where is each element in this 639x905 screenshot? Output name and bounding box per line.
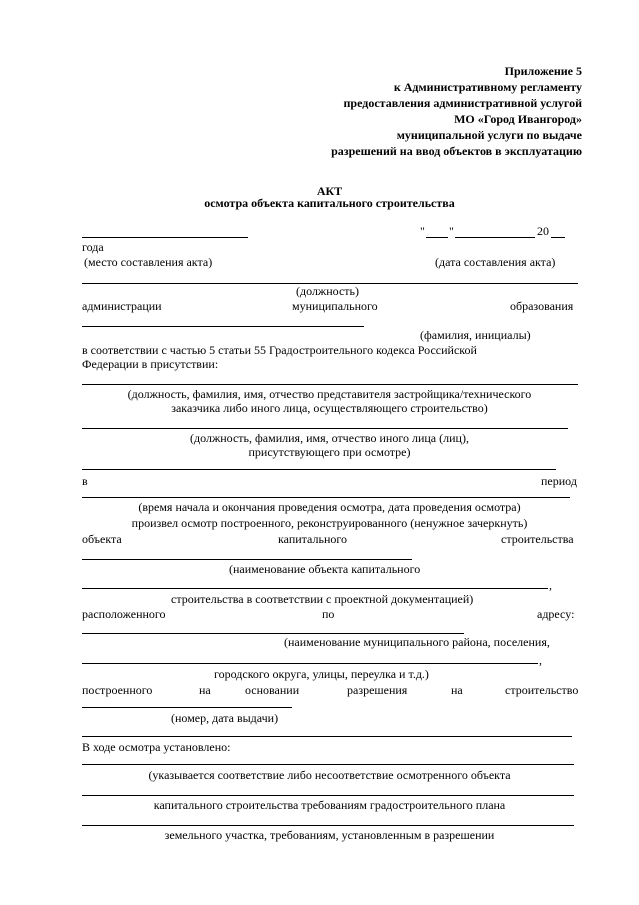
address-comma: ,: [539, 653, 542, 667]
object-name-field-2[interactable]: [82, 588, 548, 589]
permit-word-4: разрешения: [347, 683, 408, 697]
date-year-prefix: 20: [537, 224, 549, 238]
in-word: в: [82, 474, 88, 488]
appendix-line-municipality: МО «Город Ивангород»: [454, 112, 582, 126]
developer-hint-line1: (должность, фамилия, имя, отчество представителя застройщика/технического: [127, 387, 532, 401]
permit-word-2: на: [199, 683, 211, 697]
developer-field[interactable]: [82, 384, 578, 385]
law-text-line2: Федерации в присутствии:: [82, 357, 219, 371]
other-hint-line1: (должность, фамилия, имя, отчество иного лица (лиц),: [190, 431, 469, 445]
time-hint: (время начала и окончания проведения осмотра, дата проведения осмотра): [138, 500, 521, 514]
object-word-2: капитального: [278, 532, 347, 546]
other-persons-field[interactable]: [82, 428, 568, 429]
performed-text: произвел осмотр построенного, реконструированного (ненужное зачеркнуть): [131, 516, 528, 530]
district-hint: (наименование муниципального района, поселения,: [284, 635, 550, 649]
position-hint: (должность): [296, 284, 359, 298]
city-hint: городского округа, улицы, переулка и т.д.): [214, 667, 429, 681]
findings-field-2[interactable]: [82, 795, 574, 796]
period-field[interactable]: [82, 497, 570, 498]
date-month-field[interactable]: [455, 237, 535, 238]
period-word: период: [541, 474, 577, 488]
object-word-1: объекта: [82, 532, 122, 546]
admin-word-1: администрации: [82, 299, 162, 313]
other-hint-line2: присутствующего при осмотре): [248, 445, 411, 459]
year-word: года: [82, 240, 104, 254]
appendix-line-permits: разрешений на ввод объектов в эксплуатацию: [331, 144, 582, 158]
date-day-field[interactable]: [426, 237, 448, 238]
permit-word-6: строительство: [505, 683, 579, 697]
findings-hint-line2: капитального строительства требованиям градостроительного плана: [153, 798, 506, 812]
date-quote-open: ": [420, 224, 425, 238]
appendix-line-issuance: муниципальной услуги по выдаче: [396, 128, 582, 142]
separator-line: [82, 736, 572, 737]
permit-hint: (номер, дата выдачи): [171, 711, 279, 725]
address-word-2: по: [322, 607, 335, 621]
permit-number-field[interactable]: [82, 707, 292, 708]
document-subtitle: осмотра объекта капитального строительства: [204, 196, 455, 210]
admin-word-3: образования: [510, 299, 574, 313]
object-name-hint: (наименование объекта капитального: [229, 562, 421, 576]
object-name-field[interactable]: [82, 559, 412, 560]
findings-field-3[interactable]: [82, 825, 574, 826]
inspection-field[interactable]: [82, 469, 556, 470]
law-text-line1: в соответствии с частью 5 статьи 55 Градостроительного кодекса Российской: [82, 343, 477, 357]
appendix-line-regulation: к Административному регламенту: [393, 80, 582, 94]
document-title: АКТ: [316, 184, 343, 198]
appendix-number: Приложение 5: [504, 64, 582, 78]
address-field[interactable]: [82, 633, 464, 634]
place-field[interactable]: [82, 237, 248, 238]
findings-hint-line1: (указывается соответствие либо несоответствие осмотренного объекта: [148, 768, 511, 782]
findings-title: В ходе осмотра установлено:: [82, 740, 231, 754]
permit-word-1: построенного: [82, 683, 153, 697]
date-year-field[interactable]: [551, 237, 565, 238]
object-comma: ,: [549, 578, 552, 592]
address-word-1: расположенного: [82, 607, 166, 621]
place-hint: (место составления акта): [84, 255, 213, 269]
developer-hint-line2: заказчика либо иного лица, осуществляющего строительство): [171, 401, 488, 415]
admin-word-2: муниципального: [292, 299, 378, 313]
findings-hint-line3: земельного участка, требованиям, установленным в разрешении: [164, 828, 495, 842]
date-hint: (дата составления акта): [435, 255, 556, 269]
address-word-3: адресу:: [537, 607, 575, 621]
name-hint: (фамилия, инициалы): [420, 328, 531, 342]
object-word-3: строительства: [501, 532, 574, 546]
findings-field-1[interactable]: [82, 764, 574, 765]
date-quote-close: ": [449, 224, 454, 238]
permit-word-3: основании: [245, 683, 300, 697]
appendix-line-service: предоставления административной услугой: [343, 96, 582, 110]
project-hint: строительства в соответствии с проектной документацией): [171, 592, 474, 606]
permit-word-5: на: [451, 683, 463, 697]
name-field[interactable]: [82, 326, 364, 327]
address-field-2[interactable]: [82, 663, 538, 664]
